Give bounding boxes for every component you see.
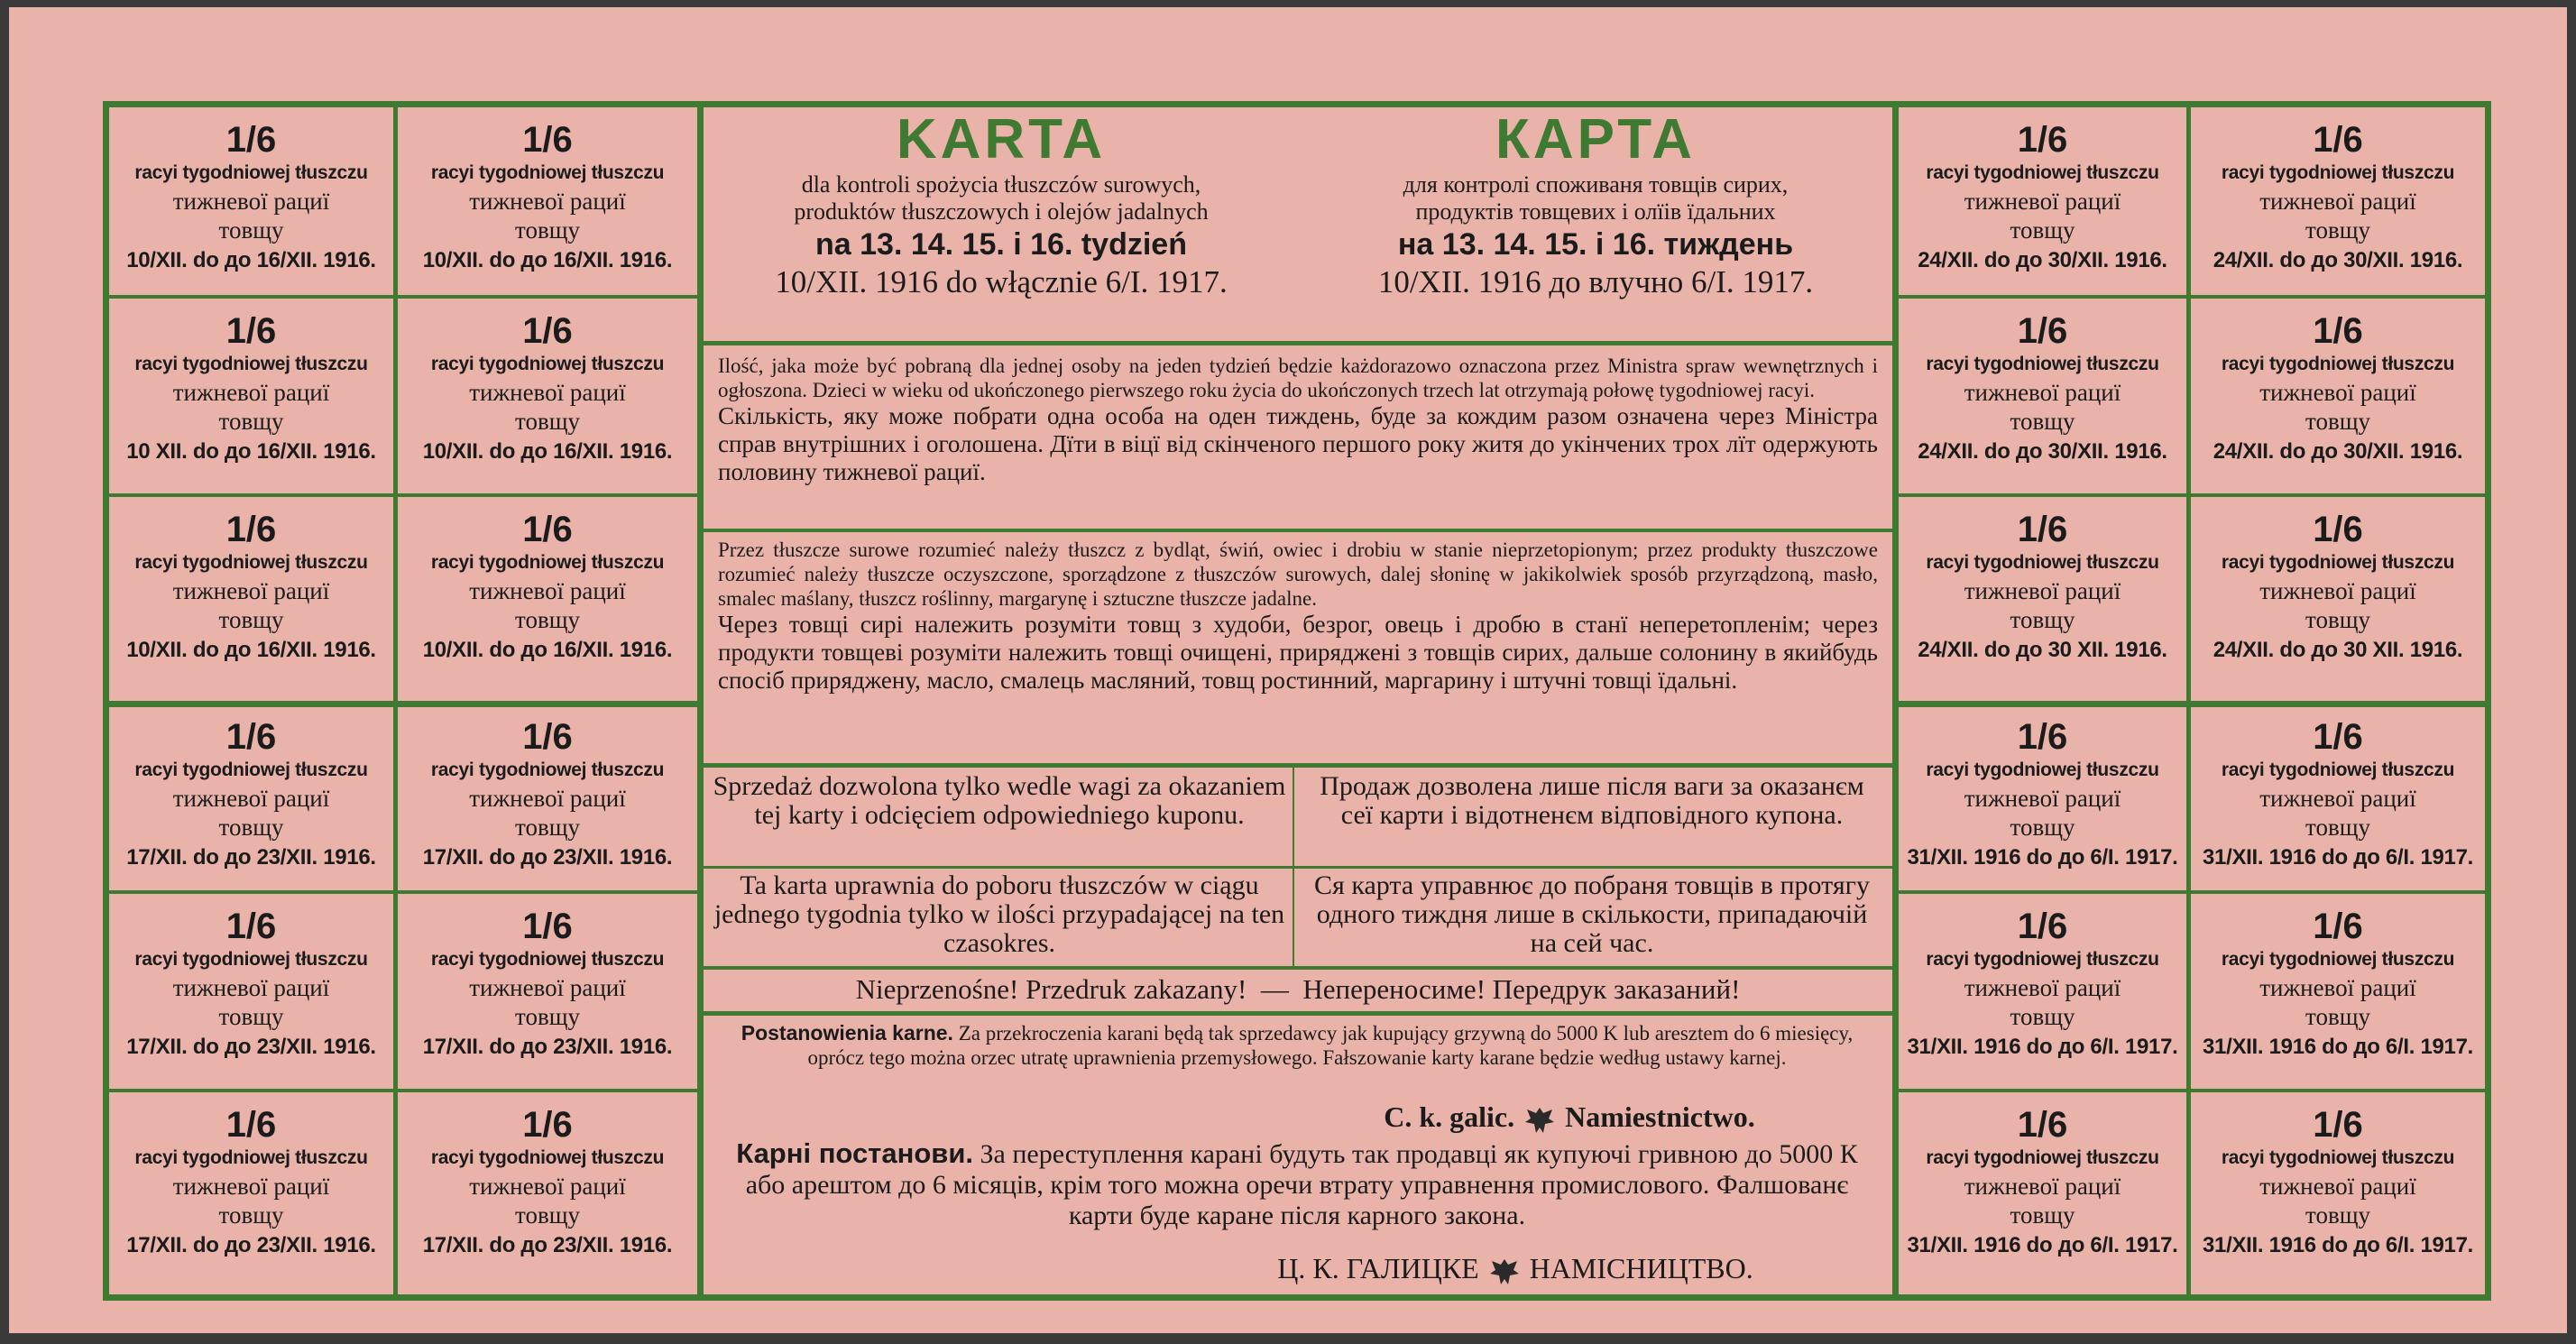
coupon-label-ua: тижневої рациї (2259, 379, 2416, 406)
penal-ua-text: За переступлення карані будуть так продавці як купуючі гривною до 5000 К або арештом до 6 місяців, крім того можна оречи втрату управнення промислового. Фалшованє карти буде каране після карного закона. (745, 1139, 1858, 1230)
divider (704, 1011, 1892, 1016)
range-pl: 10/XII. 1916 do włącznie 6/I. 1917. (775, 264, 1228, 299)
divider (1899, 1089, 2485, 1092)
penal-ua-heading: Карні постанови. (736, 1137, 973, 1169)
coupon-label-pl: racyi tygodniowej tłuszczu (430, 1147, 665, 1168)
coupon-fraction: 1/6 (225, 907, 277, 946)
coupon-label-ua: тижневої рациї (1964, 974, 2121, 1001)
coupon-label-ua-2: товщу (515, 814, 580, 841)
coupon-label-ua: тижневої рациї (1964, 1173, 2121, 1200)
weeks-ua: на 13. 14. 15. і 16. тиждень (1397, 227, 1794, 262)
coupon-label-ua-2: товщу (2010, 216, 2075, 244)
definitions-ua: Через товщі сирі належить розуміти товщ з худоби, безрог, овець і дробю в станї неперетопленім; через продукти товщеві розуміти належить товщі очищені, приряджені з товщів сирих, дальше солонину в якийбудь спосіб приряджену, масло, смалець масляний, товщ ростинний, маргарину і штучні товщі їдальні. (718, 611, 1878, 694)
coupon-label-ua: тижневої рациї (2259, 577, 2416, 604)
entitle-pl: Ta karta uprawnia do poboru tłuszczów w ciągu jednego tygodnia tylko w ilości przypadającej na ten czasokres. (713, 870, 1285, 958)
coupon-date: 17/XII. do до 23/XII. 1916. (126, 1233, 376, 1257)
subtitle-ua-2: продуктів товщевих і олїів їдальних (1415, 198, 1776, 225)
coupon-fraction: 1/6 (2313, 1105, 2363, 1145)
divider (1892, 101, 1899, 1301)
sale-ua: Продаж дозволена лише після ваги за оказанєм сеї карти і відотненєм відповідного купона. (1320, 771, 1864, 830)
quantity-notice-ua: Скількість, яку може побрати одна особа на оден тиждень, буде за кождим разом означена через Міністра справ внутрішних і оголошена. Дїти в віцї від скінченого першого року житя до укінчених трох лїт одержують половину тижневої рациї. (718, 402, 1878, 485)
coupon-fraction: 1/6 (522, 510, 573, 549)
coupon-date: 31/XII. 1916 do до 6/I. 1917. (1907, 1233, 2178, 1257)
divider (704, 866, 1892, 869)
coupon-date: 24/XII. do до 30/XII. 1916. (1918, 248, 2167, 272)
coupon-label-pl: racyi tygodniowej tłuszczu (1926, 552, 2159, 573)
quantity-notice (718, 354, 1878, 486)
coupon-label-ua: тижневої рациї (2259, 188, 2416, 215)
coupon-label-pl: racyi tygodniowej tłuszczu (430, 162, 665, 183)
coupon-label-pl: racyi tygodniowej tłuszczu (1926, 354, 2159, 374)
coupon[interactable] (2191, 299, 2485, 497)
coupon-label-ua: тижневої рациї (469, 785, 626, 812)
coupon[interactable] (109, 299, 393, 497)
coupon-fraction: 1/6 (225, 717, 277, 757)
divider (109, 701, 697, 707)
coupon[interactable] (109, 497, 393, 700)
penal-pl (720, 1021, 1874, 1070)
coupon-label-pl: racyi tygodniowej tłuszczu (430, 354, 665, 374)
coupon-label-pl: racyi tygodniowej tłuszczu (134, 1147, 368, 1168)
subtitle-ua-1: для контролі споживаня товщів сирих, (1403, 171, 1789, 198)
coupon[interactable] (2191, 107, 2485, 299)
coupon-label-ua-2: товщу (2305, 1003, 2370, 1030)
quantity-notice-pl: Ilość, jaka może być pobraną dla jednej osoby na jeden tydzień będzie każdorazowo oznaczona przez Ministra spraw wewnętrznych i ogłoszona. Dzieci w wieku od ukończonego pierwszego roku życia do ukończonych trzech lat otrzymają połowę tygodniowej racyi. (718, 354, 1878, 401)
coupon-label-pl: racyi tygodniowej tłuszczu (1926, 1147, 2159, 1168)
coupon-date: 17/XII. do до 23/XII. 1916. (126, 1035, 376, 1059)
coupon-label-ua: тижневої рациї (469, 188, 626, 215)
coupon-fraction: 1/6 (2313, 311, 2363, 351)
coupon-label-ua-2: товщу (218, 814, 284, 841)
divider (109, 1089, 697, 1092)
coupon-date: 10/XII. do до 16/XII. 1916. (422, 638, 673, 662)
coupon-label-pl: racyi tygodniowej tłuszczu (134, 354, 368, 374)
coupon-fraction: 1/6 (2313, 907, 2363, 946)
coupon[interactable] (398, 894, 697, 1092)
coupon-fraction: 1/6 (2017, 1105, 2068, 1145)
coupon-label-pl: racyi tygodniowej tłuszczu (2221, 1147, 2455, 1168)
coupon[interactable] (398, 1092, 697, 1294)
coupon-label-ua-2: товщу (2010, 814, 2075, 841)
coupon-label-ua: тижневої рациї (2259, 974, 2416, 1001)
coupon-label-ua-2: товщу (218, 1003, 284, 1030)
coupon-label-pl: racyi tygodniowej tłuszczu (134, 552, 368, 573)
divider (1899, 701, 2485, 707)
coupon[interactable] (398, 107, 697, 299)
coupon-fraction: 1/6 (522, 120, 573, 160)
divider (704, 529, 1892, 532)
coupon[interactable] (109, 107, 393, 299)
coupon-date: 10 XII. do до 16/XII. 1916. (126, 439, 376, 464)
coupon-label-ua: тижневої рациї (172, 974, 330, 1001)
signature-pl (1254, 1099, 1885, 1138)
coupon[interactable] (398, 299, 697, 497)
coupon-label-pl: racyi tygodniowej tłuszczu (134, 759, 368, 780)
coupon-label-ua: тижневої рациї (1964, 379, 2121, 406)
coupon-date: 24/XII. do до 30 XII. 1916. (2213, 638, 2463, 662)
coupon[interactable] (109, 894, 393, 1092)
coupon-label-ua: тижневої рациї (469, 379, 626, 406)
header-pl (704, 108, 1299, 301)
signature-ua (1182, 1250, 1849, 1290)
divider (704, 966, 1892, 970)
definitions (718, 538, 1878, 695)
sale-pl: Sprzedaż dozwolona tylko wedle wagi za okazaniem tej karty i odcięciem odpowiedniego kuponu. (713, 771, 1286, 830)
signature-pl-b: Namiestnictwo. (1565, 1100, 1755, 1133)
coupon-fraction: 1/6 (522, 717, 573, 757)
ration-card (9, 7, 2567, 1333)
coupon-date: 31/XII. 1916 do до 6/I. 1917. (2202, 1233, 2474, 1257)
coupon-label-ua-2: товщу (2010, 606, 2075, 633)
eagle-emblem-icon (1522, 1102, 1558, 1138)
coupon-fraction: 1/6 (522, 907, 573, 946)
coupon-date: 10/XII. do до 16/XII. 1916. (422, 248, 673, 272)
header-ua (1299, 108, 1892, 301)
coupon-fraction: 1/6 (2313, 510, 2363, 549)
coupon-label-pl: racyi tygodniowej tłuszczu (134, 162, 368, 183)
coupon-label-ua: тижневої рациї (172, 379, 330, 406)
coupon-label-ua-2: товщу (2305, 216, 2370, 244)
range-ua: 10/XII. 1916 до влучно 6/I. 1917. (1377, 264, 1814, 299)
divider (109, 493, 697, 497)
divider (109, 295, 697, 299)
coupon-fraction: 1/6 (225, 120, 277, 160)
coupon-fraction: 1/6 (225, 510, 277, 549)
coupon-date: 10/XII. do до 16/XII. 1916. (422, 439, 673, 464)
coupon[interactable] (1899, 497, 2186, 700)
coupon-label-ua: тижневої рациї (469, 577, 626, 604)
coupon-label-ua-2: товщу (2010, 408, 2075, 435)
entitle-ua: Ся карта управнює до побраня товщів в протягу одного тиждня лише в скількости, припадаючій на сей час. (1314, 870, 1870, 958)
coupon-label-ua-2: товщу (218, 1201, 284, 1229)
coupon-label-ua: тижневої рациї (2259, 1173, 2416, 1200)
coupon[interactable] (109, 704, 393, 894)
signature-pl-a: C. k. galic. (1384, 1100, 1515, 1133)
penal-pl-text: Za przekroczenia karani będą tak sprzedawcy jak kupujący grzywną do 5000 K lub aresztem do 6 miesięcy, oprócz tego można orzec utratę uprawnienia przemysłowego. Fałszowanie karty karane będzie według ustawy karnej. (807, 1022, 1854, 1069)
eagle-emblem-icon (1486, 1254, 1523, 1290)
coupon[interactable] (1899, 299, 2186, 497)
coupon-label-ua-2: товщу (2305, 408, 2370, 435)
coupon-fraction: 1/6 (225, 1105, 277, 1145)
coupon-label-pl: racyi tygodniowej tłuszczu (430, 552, 665, 573)
definitions-pl: Przez tłuszcze surowe rozumieć należy tłuszcz z bydląt, świń, owiec i drobiu w stanie nieprzetopionym; przez produkty tłuszczowe rozumieć należy tłuszcze oczyszczone, sporządzone z tłuszczów surowych, dalej słoninę w jakikolwiek sposób przyrządzoną, masło, smalec maślany, tłuszcz roślinny, margarynę i sztuczne tłuszcze jadalne. (718, 539, 1878, 610)
coupon-label-ua-2: товщу (2305, 814, 2370, 841)
coupon[interactable] (1899, 894, 2186, 1092)
coupon-label-pl: racyi tygodniowej tłuszczu (2221, 354, 2455, 374)
coupon-label-pl: racyi tygodniowej tłuszczu (2221, 552, 2455, 573)
coupon-label-ua-2: товщу (218, 408, 284, 435)
divider (1293, 768, 1294, 966)
coupon-label-ua: тижневої рациї (172, 188, 330, 215)
coupon-label-ua-2: товщу (2305, 1201, 2370, 1229)
coupon-date: 17/XII. do до 23/XII. 1916. (422, 1233, 673, 1257)
coupon-fraction: 1/6 (522, 1105, 573, 1145)
coupon-label-ua-2: товщу (515, 1201, 580, 1229)
subtitle-pl-2: produktów tłuszczowych i olejów jadalnych (794, 198, 1209, 225)
coupon-fraction: 1/6 (2313, 120, 2363, 160)
coupon-fraction: 1/6 (225, 311, 277, 351)
coupon[interactable] (1899, 1092, 2186, 1294)
coupon-date: 10/XII. do до 16/XII. 1916. (126, 248, 376, 272)
coupon-date: 31/XII. 1916 do до 6/I. 1917. (1907, 1035, 2178, 1059)
coupon-label-pl: racyi tygodniowej tłuszczu (2221, 759, 2455, 780)
title-pl: KARTA (896, 108, 1107, 170)
coupon-date: 31/XII. 1916 do до 6/I. 1917. (2202, 1035, 2474, 1059)
coupon-label-ua-2: товщу (2010, 1201, 2075, 1229)
divider (1899, 295, 2485, 299)
penal-ua (720, 1138, 1874, 1231)
coupon-date: 24/XII. do до 30/XII. 1916. (2213, 439, 2463, 464)
coupon-label-pl: racyi tygodniowej tłuszczu (1926, 162, 2159, 183)
coupon-label-ua-2: товщу (515, 1003, 580, 1030)
coupon[interactable] (398, 497, 697, 700)
coupon-label-pl: racyi tygodniowej tłuszczu (1926, 759, 2159, 780)
coupon-fraction: 1/6 (2017, 510, 2068, 549)
divider (1899, 493, 2485, 497)
coupon-date: 17/XII. do до 23/XII. 1916. (126, 845, 376, 870)
coupon-label-ua-2: товщу (515, 408, 580, 435)
coupon-label-ua-2: товщу (515, 216, 580, 244)
divider (704, 763, 1892, 768)
divider (109, 890, 697, 894)
coupon-label-pl: racyi tygodniowej tłuszczu (430, 949, 665, 970)
coupon-label-ua-2: товщу (218, 606, 284, 633)
coupon-date: 10/XII. do до 16/XII. 1916. (126, 638, 376, 662)
subtitle-pl-1: dla kontroli spożycia tłuszczów surowych, (801, 171, 1201, 198)
divider (1899, 890, 2485, 894)
coupon-date: 17/XII. do до 23/XII. 1916. (422, 845, 673, 870)
coupon-label-ua: тижневої рациї (469, 1173, 626, 1200)
coupon-date: 24/XII. do до 30/XII. 1916. (2213, 248, 2463, 272)
coupon-fraction: 1/6 (522, 311, 573, 351)
coupon-label-pl: racyi tygodniowej tłuszczu (430, 759, 665, 780)
coupon[interactable] (2191, 894, 2485, 1092)
coupon[interactable] (398, 704, 697, 894)
coupon-label-ua: тижневої рациї (172, 1173, 330, 1200)
coupon-label-pl: racyi tygodniowej tłuszczu (2221, 949, 2455, 970)
coupon-fraction: 1/6 (2017, 907, 2068, 946)
coupon-date: 17/XII. do до 23/XII. 1916. (422, 1035, 673, 1059)
coupon-label-ua: тижневої рациї (469, 974, 626, 1001)
coupon-label-ua: тижневої рациї (1964, 188, 2121, 215)
coupon-date: 24/XII. do до 30 XII. 1916. (1918, 638, 2167, 662)
coupon[interactable] (2191, 704, 2485, 894)
penal-pl-heading: Postanowienia karne. (741, 1021, 953, 1045)
divider (704, 341, 1892, 345)
coupon-label-ua-2: товщу (515, 606, 580, 633)
weeks-pl: na 13. 14. 15. i 16. tydzień (815, 227, 1187, 262)
coupon[interactable] (109, 1092, 393, 1294)
coupon-label-ua: тижневої рациї (172, 577, 330, 604)
coupon-label-ua: тижневої рациї (1964, 785, 2121, 812)
coupon-label-pl: racyi tygodniowej tłuszczu (134, 949, 368, 970)
coupon-fraction: 1/6 (2017, 311, 2068, 351)
divider (697, 101, 704, 1301)
coupon[interactable] (1899, 704, 2186, 894)
coupon-fraction: 1/6 (2017, 717, 2068, 757)
coupon[interactable] (2191, 497, 2485, 700)
title-ua: КАРТА (1495, 108, 1696, 170)
coupon-label-pl: racyi tygodniowej tłuszczu (2221, 162, 2455, 183)
coupon-label-ua-2: товщу (2010, 1003, 2075, 1030)
coupon[interactable] (2191, 1092, 2485, 1294)
signature-ua-b: НАМІСНИЦТВО. (1529, 1252, 1753, 1284)
coupon-date: 31/XII. 1916 do до 6/I. 1917. (1907, 845, 2178, 870)
coupon-label-ua: тижневої рациї (172, 785, 330, 812)
coupon-label-pl: racyi tygodniowej tłuszczu (1926, 949, 2159, 970)
coupon-label-ua: тижневої рациї (1964, 577, 2121, 604)
coupon-date: 31/XII. 1916 do до 6/I. 1917. (2202, 845, 2474, 870)
coupon-fraction: 1/6 (2313, 717, 2363, 757)
coupon[interactable] (1899, 107, 2186, 299)
signature-ua-a: Ц. К. ГАЛИЦКЕ (1277, 1252, 1479, 1284)
coupon-fraction: 1/6 (2017, 120, 2068, 160)
coupon-date: 24/XII. do до 30/XII. 1916. (1918, 439, 2167, 464)
coupon-label-ua-2: товщу (2305, 606, 2370, 633)
coupon-label-ua-2: товщу (218, 216, 284, 244)
non-transferable: Nieprzenośne! Przedruk zakazany! — Непереносиме! Передрук заказаний! (855, 973, 1741, 1005)
coupon-label-ua: тижневої рациї (2259, 785, 2416, 812)
